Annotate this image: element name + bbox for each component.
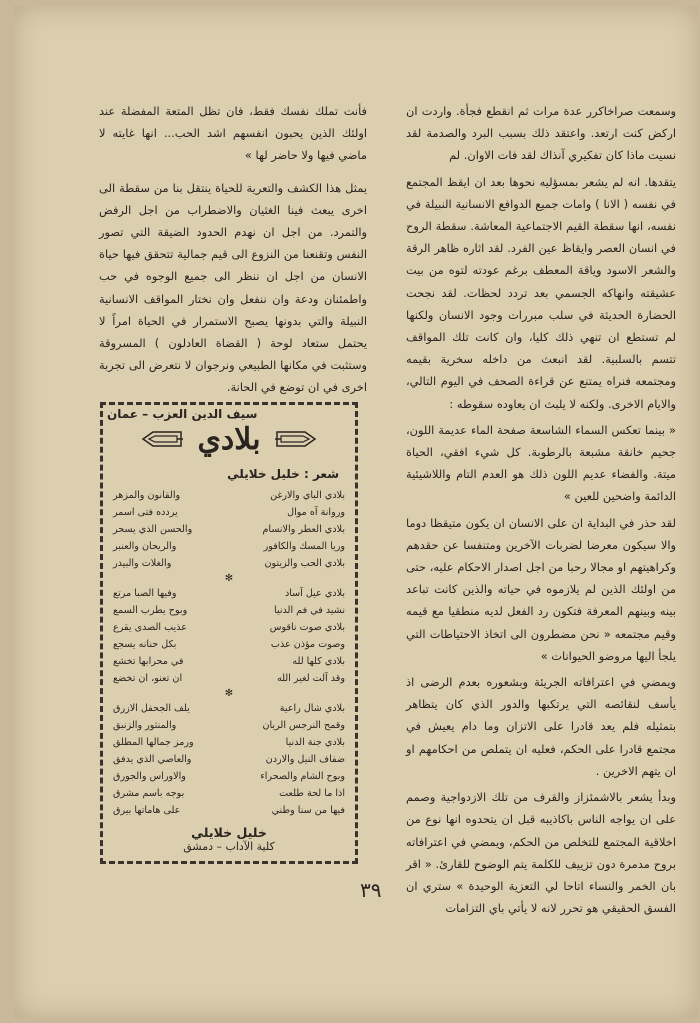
article-paragraph: ويمضي في اعترافاته الجريئة وبشعوره بعدم الرضى اذ يأسف لنقائصه التي يرتكبها والدور الذي كان يتظاهر بتمثيله فلم يعد قادرا على الاتزان وما دام يعيش في مجتمع قادرا على الحكم، فعليه ان يتملص من احكامهم او ان يتهم الاخرين .: [406, 675, 676, 778]
poem-verse: بلادي جنة الدنيا ورمز جمالها المطلق: [113, 737, 345, 748]
magazine-page: [14, 6, 698, 1018]
poem-verse: بلادي عيل آساد وفيها الصبا مرتع: [113, 588, 345, 599]
poem-affiliation: كلية الآداب – دمشق: [183, 840, 275, 853]
star-divider-icon: ✻: [224, 688, 234, 699]
poem-verse: بلادي العطر والانسام والحسن الذي يسحر: [113, 524, 345, 535]
ornament-icon: [275, 426, 317, 452]
article-paragraph: فأنت تملك نفسك فقط، فان تظل المتعة المفضلة عند اولئك الذين يحبون انفسهم اشد الحب... انها غايته لا ماضي فيها ولا حاضر لها »: [99, 104, 367, 163]
poem-author: شعر : خليل خلايلي: [227, 467, 339, 481]
article-paragraph: يمثل هذا الكشف والتعرية للحياة ينتقل بنا من سقطة الى اخرى يبعث فينا الغثيان والاضطراب من اجل الرفض والتمرد. من اجل ان نهدم الحدود الضيقة التي تصور النفس وتقنعنا من النزوع الى قيم جمالية تتحقق فيها حياة الانسان من اجل ان ننظر الى جميع الوجوه في حب واطمئنان ودعة وان ننفعل وان نختار المواقف الانسانية النبيلة والتي بدونها يصبح الاستمرار في الحياة امراً لا يحتمل ستعاد لوحة ( القضاة العادلون ) المسروقة وستثبت في مكانها الطبيعي ونرجوان لا نتعرض الى تجربة اخرى في ان توضع في الحانة.: [99, 180, 367, 395]
poem-stanza: [109, 700, 349, 819]
star-divider-icon: ✻: [224, 573, 234, 584]
article-paragraph: وسمعت صراخاكرر عدة مرات ثم انقطع فجأة. واردت ان اركض كنت ارتعد. واعتقد ذلك بسبب البرد والصدمة لقد نسيت ماذا كان تفكيري آنذاك لقد فات الاوان. لم: [406, 104, 676, 163]
poem-verse: وروانة آه موال يردده فتى اسمر: [113, 507, 345, 518]
poem-verse: بلادي شال راعية يلف الجحفل الازرق: [113, 703, 345, 714]
article-paragraph: لقد حذر في البداية ان على الانسان ان يكون متيقظا دوما والا سيكون معرضا لضربات الآخرين ومتنفسا عن حقدهم وكراهيتهم او مجالا رحبا من اجل اصدار الاحكام عليه، حتى من اولئك الذين لم يلازموه في حياته والذين كانت تباعد بينه وبينهم المعرفة فتكون رد الفعل لديه منطقيا مع قيمه وقيم مجتمعه « نحن مضطرون الى اتخاذ الاحتياطات التي يلجأ اليها مروضو الحيوانات »: [406, 515, 676, 663]
quoted-passage: « بينما تعكس السماء الشاسعة صفحة الماء عديمة اللون، جحيم خانقة مشبعة بالرطوبة. كل شيء افقي، الحياة ميتة. والفضاء عديم اللون ذلك هو العدم التام واللاشيئية الدائمة واضحين للعين »: [406, 422, 676, 504]
ornament-icon: [141, 426, 183, 452]
article-column-right: [406, 100, 676, 923]
poem-verse: وبوح الشام والصحراء والاوراس والجورق: [113, 771, 345, 782]
poem-header: [109, 415, 349, 463]
poem-signature: خليل خلايلي: [191, 825, 267, 840]
poem-verse: وصوت مؤذن عذب بكل حنانه يسجع: [113, 639, 345, 650]
article-column-left: [99, 100, 367, 425]
poem-verse: وقد آلت لغير الله ان تعنو، ان تخضع: [113, 673, 345, 684]
article-signature: سيف الدين العزب – عمان: [107, 406, 258, 421]
poem-verse: بلادي صوت ناقوس عذيب الصدى يقرع: [113, 622, 345, 633]
poem-stanza: [109, 585, 349, 687]
poem-title: بلادي: [197, 421, 261, 457]
poem-verse: وريا المسك والكافور والريحان والعنبر: [113, 541, 345, 552]
poem-verse: نشيد في فم الدنيا وبوح يطرب السمع: [113, 605, 345, 616]
poem-verse: وقمح النرجس الريان والمنثور والزنبق: [113, 720, 345, 731]
poem-verse: بلادي كلها لله في محرابها تخشع: [113, 656, 345, 667]
article-paragraph: يتقدها. انه لم يشعر بمسؤليه نحوها بعد ان ايقظ المجتمع في نفسه ( الانا ) وامات جميع الدوافع الانسانية النبيلة في نفسه، انها سقطة القيم الاجتماعية المعاشة. سقطة الروح في انسان العصر وايقاظ عين الفرد. لقد اثاره ظاهر الرقة والشعر الاسود وياقة المعطف برغم عودته لتوه من بيت عشيقته وانهاكه الجسمي بعد تردد لحظات. لقد نجحت الحضارة الحديثة في سلب مبررات وجود الانسان ولكنها لم تستطع ان تنهي ذلك كليا، وان كانت تلك المواقف تتسم بالسلبية. لقد انبعث من داخله سخرية بقيمه ومجتمعه فنراه يمتنع عن قراءة الصحف في اليوم التالي، والايام الاخرى. ولكنه لا يلبث ان يعاوده سقوطه :: [406, 174, 676, 411]
page-number: ٣٩: [360, 878, 382, 902]
poem-verse: بلادي الباي والارغن والقانون والمزهر: [113, 490, 345, 501]
poem-verse: ضفاف النيل والاردن والعاصي الذي يدفق: [113, 754, 345, 765]
poem-stanza: [109, 487, 349, 572]
poem-verse: اذا ما لحة طلعت بوجه باسم مشرق: [113, 788, 345, 799]
poem-verse: فيها من سنا وطني على هاماتها بيرق: [113, 805, 345, 816]
poem-verse: بلادي الحب والزيتون والغلات والبيدر: [113, 558, 345, 569]
poem-box: [100, 402, 358, 864]
article-paragraph: وبدأ يشعر بالاشمئزاز والقرف من تلك الازدواجية وصمم على ان يواجه الناس باكاذيبه قبل ان يتحدوه انها نوع من اخلاقية المجتمع للتخلص من الحكم، ويمضي في اعترافاته بروح مدمرة دون تزييف للكلمة يتم الوضوح للقارئ. « اقر بان الخمر والنساء اتاحا لي التعزية الوحيدة » ستري ان الفسق الحقيقي هو تحرر لانه لا يأتي باي التزامات: [406, 790, 676, 916]
